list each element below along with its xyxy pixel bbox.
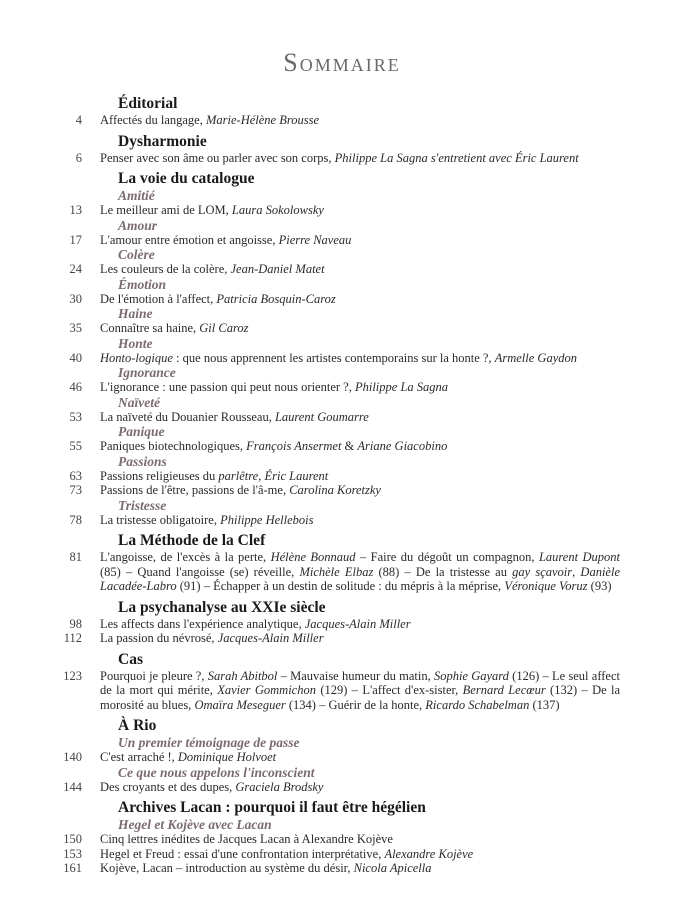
entry-title: Paniques biotechnologiques, xyxy=(100,439,247,453)
subsection-title: Un premier témoignage de passe xyxy=(118,735,300,750)
page-number: 81 xyxy=(69,550,82,564)
section-title: Cas xyxy=(118,650,143,668)
entry-title: Cinq lettres inédites de Jacques Lacan à Alexandre Kojève xyxy=(100,832,393,846)
entry-text xyxy=(100,847,620,862)
page-number: 30 xyxy=(69,291,82,306)
entry-author: Jacques-Alain Miller xyxy=(304,616,411,631)
entry-title: Kojève, Lacan – introduction au système du désir, xyxy=(100,861,354,875)
toc-entry xyxy=(0,321,684,336)
entry-author: Sarah Abitbol xyxy=(207,668,278,683)
entry-author: Ariane Giacobino xyxy=(357,439,448,453)
subsection-title: Colère xyxy=(118,247,155,262)
entry-author: Graciela Brodsky xyxy=(235,779,324,794)
entry-text xyxy=(100,439,620,454)
toc-entry xyxy=(0,617,684,632)
subsection-title: Ignorance xyxy=(118,365,176,380)
page-number: 73 xyxy=(69,483,82,497)
toc-entry xyxy=(0,439,684,454)
entry-author: Marie-Hélène Brousse xyxy=(205,113,320,127)
toc-entry xyxy=(0,380,684,395)
page-number: 112 xyxy=(63,631,82,645)
entry-author: Laurent Goumarre xyxy=(274,409,369,424)
entry-text xyxy=(100,750,620,765)
entry-text xyxy=(100,380,620,395)
page-number: 6 xyxy=(75,150,82,165)
entry-title: Le meilleur ami de LOM, xyxy=(100,203,232,217)
section-title: La voie du catalogue xyxy=(118,170,255,187)
entry-title: : que nous apprennent les artistes contemporains sur la honte ?, xyxy=(172,350,495,365)
entry-title: (134) – Guérir de la honte, xyxy=(285,697,426,712)
toc-entry xyxy=(0,203,684,218)
entry-author: Xavier Gommichon xyxy=(217,683,316,697)
toc-entry xyxy=(0,780,684,795)
entry-title: Passions de l'être, passions de l'â-me, xyxy=(100,483,290,497)
entry-title: Pourquoi je pleure ?, xyxy=(100,668,208,683)
toc-entry xyxy=(0,832,684,847)
entry-text xyxy=(100,550,620,594)
entry-title: (137) xyxy=(529,697,560,712)
entry-text xyxy=(100,151,620,166)
entry-title: Les couleurs de la colère, xyxy=(100,262,231,276)
entry-title: Connaître sa haine, xyxy=(100,321,200,335)
entry-text xyxy=(100,469,620,484)
entry-author: Véronique Voruz xyxy=(504,579,588,593)
page-number: 35 xyxy=(69,321,82,335)
entry-title: Les affects dans l'expérience analytique, xyxy=(100,616,305,631)
entry-author: Michèle Elbaz xyxy=(299,564,374,579)
entry-author: Danièle Lacadée-Labro xyxy=(100,564,620,593)
subsection-title: Amitié xyxy=(118,188,155,203)
entry-text xyxy=(100,351,620,366)
page-title: Sommaire xyxy=(283,48,401,77)
entry-author: Éric Laurent xyxy=(264,468,329,483)
entry-author: Omaïra Meseguer xyxy=(194,697,286,712)
section-title: Éditorial xyxy=(118,95,178,112)
entry-title: (132) – De la morosité au blues, xyxy=(100,683,621,712)
section-title: Archives Lacan : pourquoi il faut être hégélien xyxy=(118,799,426,816)
toc-entry xyxy=(0,151,684,166)
entry-text xyxy=(100,321,620,336)
page-number: 140 xyxy=(63,750,82,764)
subsection-title: Tristesse xyxy=(118,497,167,513)
subsection-title: Panique xyxy=(118,424,165,439)
page-number: 40 xyxy=(69,350,82,365)
entry-author: Laurent Dupont xyxy=(538,550,621,564)
page-number: 63 xyxy=(69,468,82,483)
page-number: 17 xyxy=(69,232,82,247)
entry-title: (93) xyxy=(587,579,612,593)
toc-entry xyxy=(0,669,684,713)
entry-title: Penser avec son âme ou parler avec son corps, xyxy=(100,150,335,165)
entry-title: La naïveté du Douanier Rousseau, xyxy=(100,409,275,424)
toc-entry xyxy=(0,631,684,646)
subsection-title: Hegel et Kojève avec Lacan xyxy=(118,817,272,832)
entry-title: (88) – De la tristesse au xyxy=(373,564,513,579)
entry-author: Carolina Koretzky xyxy=(289,483,381,497)
entry-text xyxy=(100,513,620,528)
entry-author: Armelle Gaydon xyxy=(494,350,577,365)
table-of-contents xyxy=(0,94,684,876)
entry-author: Bernard Lecœur xyxy=(462,683,546,697)
entry-author: Philippe La Sagna xyxy=(354,380,449,394)
page-number: 55 xyxy=(69,439,82,453)
entry-text xyxy=(100,483,620,498)
entry-text xyxy=(100,617,620,632)
page-number: 24 xyxy=(69,262,82,276)
toc-entry xyxy=(0,351,684,366)
page-number: 150 xyxy=(63,832,82,846)
entry-author: Jacques-Alain Miller xyxy=(217,631,324,645)
page-number: 13 xyxy=(69,203,82,217)
toc-entry xyxy=(0,550,684,594)
entry-author: Nicola Apicella xyxy=(353,861,432,875)
entry-author: François Ansermet xyxy=(246,439,342,453)
entry-title: – Faire du dégoût un compagnon, xyxy=(355,550,539,564)
entry-title: , xyxy=(258,468,265,483)
page-number: 78 xyxy=(69,512,82,527)
section-title: La psychanalyse au XXIe siècle xyxy=(118,598,326,616)
entry-title: De l'émotion à l'affect, xyxy=(100,291,217,306)
entry-author: parlêtre xyxy=(218,468,259,483)
entry-title: (126) – Le seul affect de la mort qui mérite, xyxy=(100,668,620,697)
entry-title: L'angoisse, de l'excès à la perte, xyxy=(100,550,271,564)
entry-text xyxy=(100,292,620,307)
page-number: 53 xyxy=(69,409,82,424)
entry-author: Gil Caroz xyxy=(199,321,249,335)
page-number: 161 xyxy=(63,861,82,875)
subsection-title: Honte xyxy=(118,335,153,351)
entry-author: gay sçavoir xyxy=(512,564,573,579)
toc-entry xyxy=(0,513,684,528)
page-number: 144 xyxy=(63,779,82,794)
entry-title: – Mauvaise humeur du matin, xyxy=(277,668,434,683)
entry-title: (85) – Quand l'angoisse (se) réveille, xyxy=(100,564,300,579)
entry-text xyxy=(100,861,620,876)
entry-text xyxy=(100,233,620,248)
entry-author: Honto-logique xyxy=(100,350,173,365)
toc-entry xyxy=(0,469,684,484)
entry-title: L'ignorance : une passion qui peut nous orienter ?, xyxy=(100,380,355,394)
entry-title: La passion du névrosé, xyxy=(100,631,218,645)
entry-text xyxy=(100,262,620,277)
entry-author: Hélène Bonnaud xyxy=(270,550,356,564)
entry-title: C'est arraché !, xyxy=(100,750,178,764)
toc-entry xyxy=(0,113,684,128)
entry-text xyxy=(100,631,620,646)
entry-author: Pierre Naveau xyxy=(278,232,352,247)
entry-text xyxy=(100,113,620,128)
subsection-title: Ce que nous appelons l'inconscient xyxy=(118,764,315,780)
entry-text xyxy=(100,669,620,713)
entry-author: Philippe La Sagna s'entretient avec Éric Laurent xyxy=(334,150,579,165)
entry-text xyxy=(100,780,620,795)
entry-title: , xyxy=(572,564,581,579)
subsection-title: Émotion xyxy=(118,276,167,292)
entry-text xyxy=(100,203,620,218)
entry-author: Dominique Holvoet xyxy=(177,750,277,764)
section-title: La Méthode de la Clef xyxy=(118,532,266,549)
entry-author: Patricia Bosquin-Caroz xyxy=(216,291,336,306)
toc-entry xyxy=(0,262,684,277)
section-title: Dysharmonie xyxy=(118,132,207,150)
entry-author: Philippe Hellebois xyxy=(220,512,314,527)
entry-author: Alexandre Kojève xyxy=(384,846,474,861)
entry-title: Des croyants et des dupes, xyxy=(100,779,236,794)
toc-entry xyxy=(0,847,684,862)
page-number: 98 xyxy=(69,616,82,631)
subsection-title: Passions xyxy=(118,453,167,469)
page-number: 46 xyxy=(69,380,82,394)
page-number: 153 xyxy=(63,846,82,861)
entry-title: & xyxy=(341,439,358,453)
entry-title: Hegel et Freud : essai d'une confrontation interprétative, xyxy=(100,846,385,861)
subsection-title: Amour xyxy=(118,217,158,233)
toc-entry xyxy=(0,410,684,425)
entry-title: Passions religieuses du xyxy=(100,468,219,483)
entry-title: (129) – L'affect d'ex-sister, xyxy=(315,683,463,697)
toc-entry xyxy=(0,861,684,876)
subsection-title: Naïveté xyxy=(118,394,160,410)
entry-title: (91) – Échapper à un destin de solitude : du mépris à la méprise, xyxy=(176,579,505,593)
entry-text xyxy=(100,410,620,425)
subsection-title: Haine xyxy=(118,306,153,321)
entry-title: Affectés du langage, xyxy=(100,113,206,127)
entry-title: L'amour entre émotion et angoisse, xyxy=(100,232,279,247)
section-title: À Rio xyxy=(118,717,157,734)
toc-entry xyxy=(0,292,684,307)
entry-author: Laura Sokolowsky xyxy=(231,203,324,217)
entry-title: La tristesse obligatoire, xyxy=(100,512,221,527)
toc-entry xyxy=(0,483,684,498)
toc-entry xyxy=(0,750,684,765)
entry-author: Jean-Daniel Matet xyxy=(230,262,325,276)
toc-entry xyxy=(0,233,684,248)
entry-author: Sophie Gayard xyxy=(433,668,509,683)
page-number: 4 xyxy=(75,113,82,127)
entry-text xyxy=(100,832,620,847)
entry-author: Ricardo Schabelman xyxy=(425,697,530,712)
page-number: 123 xyxy=(63,668,82,683)
